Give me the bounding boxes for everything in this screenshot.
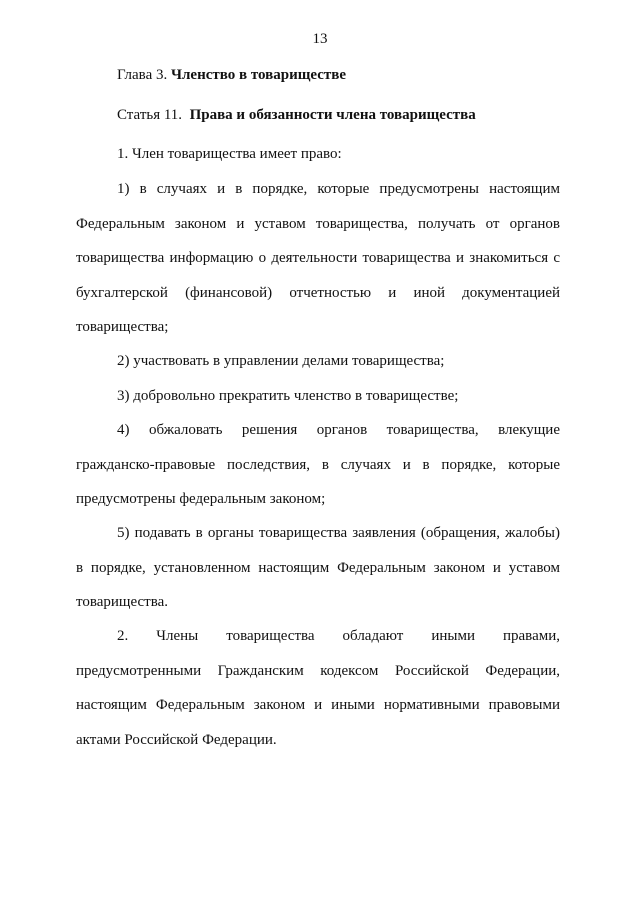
paragraph-section-2: 2. Члены товарищества обладают иными правами, предусмотренными Гражданским кодексом Российской Федерации, настоящим Федеральным законом и иными нормативными правовыми актами Российской Федерации. xyxy=(76,628,560,748)
chapter-title: Членство в товариществе xyxy=(170,67,347,83)
article-title: Права и обязанности члена товарищества xyxy=(189,107,476,123)
chapter-heading xyxy=(117,67,346,84)
article-heading xyxy=(117,107,476,124)
article-prefix: Статья 11. xyxy=(117,107,183,123)
paragraph-item-2: 2) участвовать в управлении делами товарищества; xyxy=(117,353,445,369)
paragraph-item-3: 3) добровольно прекратить членство в товариществе; xyxy=(117,388,459,404)
chapter-prefix: Глава 3. xyxy=(117,67,168,83)
paragraph-intro: 1. Член товарищества имеет право: xyxy=(117,146,342,162)
paragraph-item-1: 1) в случаях и в порядке, которые предусмотрены настоящим Федеральным законом и уставом товарищества, получать от органов товарищества информацию о деятельности товарищества и знакомиться с бухгалтерской (финансовой) отчетностью и иной документацией товарищества; xyxy=(76,181,560,335)
page-number: 13 xyxy=(312,31,328,47)
paragraph-item-5: 5) подавать в органы товарищества заявления (обращения, жалобы) в порядке, установленном настоящим Федеральным законом и уставом товарищества. xyxy=(76,525,560,610)
paragraph-item-4: 4) обжаловать решения органов товарищества, влекущие гражданско-правовые последствия, в случаях и в порядке, которые предусмотрены федеральным законом; xyxy=(76,422,560,507)
